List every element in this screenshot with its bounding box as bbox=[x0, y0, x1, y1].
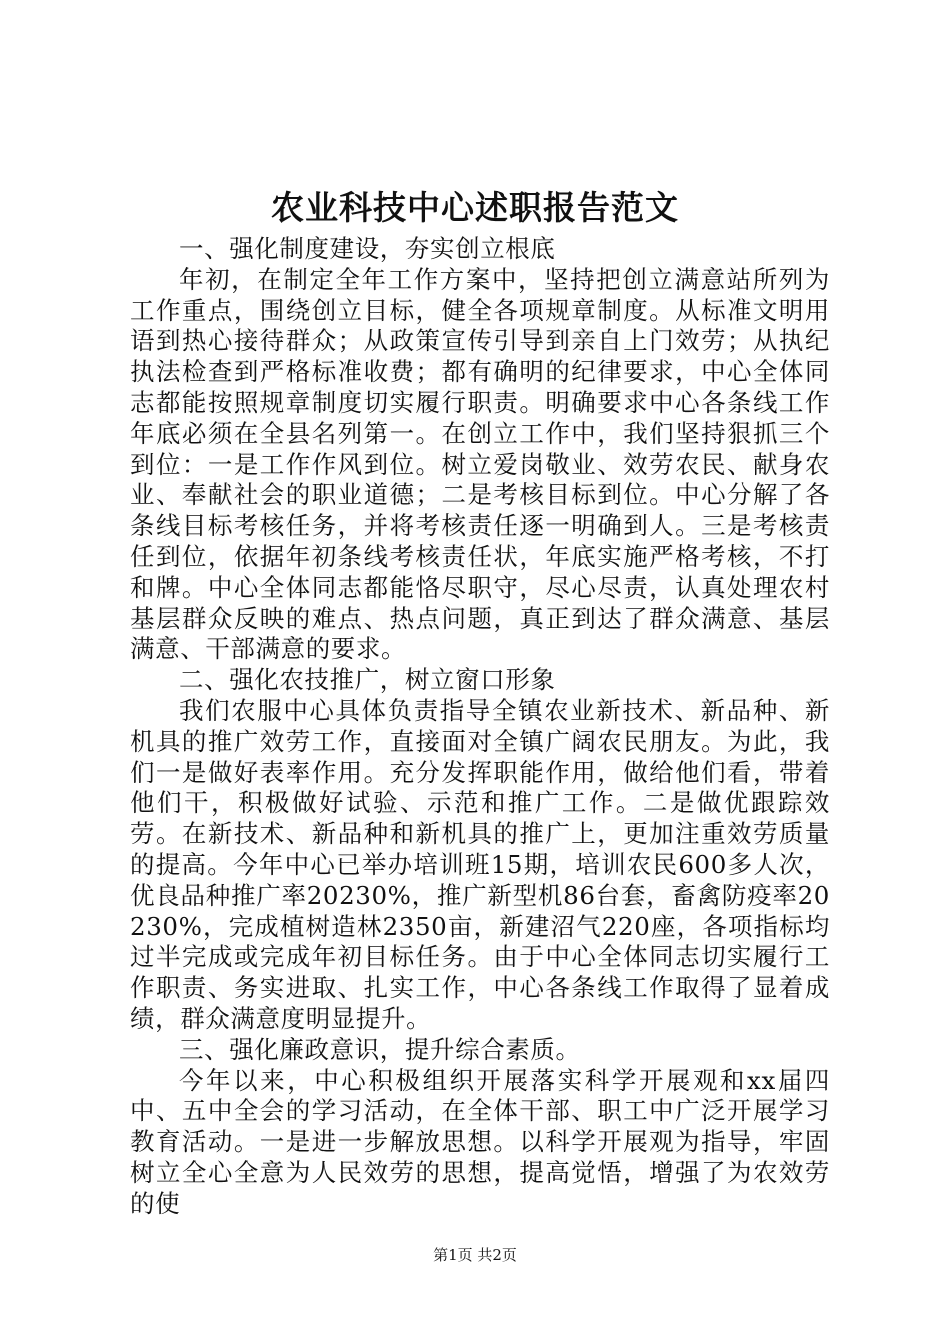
document-body bbox=[130, 234, 830, 1220]
section-paragraph-2: 我们农服中心具体负责指导全镇农业新技术、新品种、新机具的推广效劳工作，直接面对全镇广阔农民朋友。为此，我们一是做好表率作用。充分发挥职能作用，做给他们看，带着他们干，积极做好试验、示范和推广工作。二是做优跟踪效劳。在新技术、新品种和新机具的推广上，更加注重效劳质量的提高。今年中心已举办培训班15期，培训农民600多人次，优良品种推广率20230%，推广新型机86台套，畜禽防疫率20230%，完成植树造林2350亩，新建沼气220座，各项指标均过半完成或完成年初目标任务。由于中心全体同志切实履行工作职责、务实进取、扎实工作，中心各条线工作取得了显着成绩，群众满意度明显提升。 bbox=[130, 695, 830, 1033]
section-paragraph-1: 年初，在制定全年工作方案中，坚持把创立满意站所列为工作重点，围绕创立目标，健全各项规章制度。从标准文明用语到热心接待群众；从政策宣传引导到亲自上门效劳；从执纪执法检查到严格标准收费；都有确明的纪律要求，中心全体同志都能按照规章制度切实履行职责。明确要求中心各条线工作年底必须在全县名列第一。在创立工作中，我们坚持狠抓三个到位：一是工作作风到位。树立爱岗敬业、效劳农民、献身农业、奉献社会的职业道德；二是考核目标到位。中心分解了各条线目标考核任务，并将考核责任逐一明确到人。三是考核责任到位，依据年初条线考核责任状，年底实施严格考核，不打和牌。中心全体同志都能恪尽职守，尽心尽责，认真处理农村基层群众反映的难点、热点问题，真正到达了群众满意、基层满意、干部满意的要求。 bbox=[130, 264, 830, 664]
section-heading-3: 三、强化廉政意识，提升综合素质。 bbox=[179, 1034, 581, 1064]
section-paragraph-3: 今年以来，中心积极组织开展落实科学开展观和xx届四中、五中全会的学习活动，在全体干部、职工中广泛开展学习教育活动。一是进一步解放思想。以科学开展观为指导，牢固树立全心全意为人民效劳的思想，提高觉悟，增强了为农效劳的使 bbox=[130, 1065, 830, 1218]
page-number-footer: 第1页 共2页 bbox=[433, 1246, 517, 1264]
section-heading-1: 一、强化制度建设，夯实创立根底 bbox=[179, 234, 556, 263]
section-heading-2: 二、强化农技推广，树立窗口形象 bbox=[179, 665, 556, 695]
document-title: 农业科技中心述职报告范文 bbox=[271, 188, 679, 227]
